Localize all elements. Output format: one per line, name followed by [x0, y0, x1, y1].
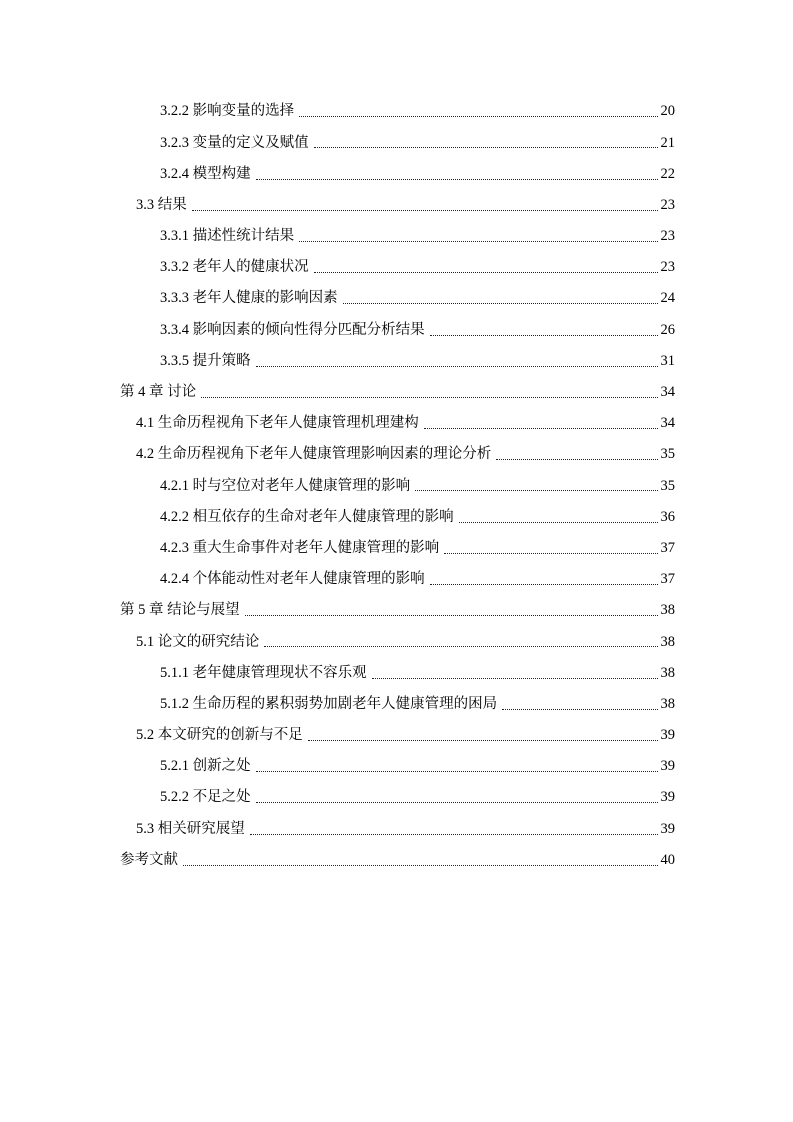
toc-entry[interactable] [0, 190, 793, 221]
toc-entry-title: 3.3 结果 [136, 196, 187, 213]
toc-entry[interactable] [0, 564, 793, 595]
toc-entry-title: 3.3.5 提升策略 [160, 352, 251, 369]
toc-entry-title: 5.2.2 不足之处 [160, 789, 251, 806]
toc-dot-leader [299, 240, 657, 242]
table-of-contents [0, 96, 793, 876]
toc-entry[interactable] [0, 252, 793, 283]
toc-entry-page-number: 24 [660, 290, 675, 307]
toc-entry-title: 3.3.2 老年人的健康状况 [160, 259, 309, 276]
toc-entry-page-number: 34 [660, 384, 675, 401]
toc-dot-leader [183, 864, 658, 866]
toc-dot-leader [299, 115, 657, 117]
toc-dot-leader [192, 209, 658, 211]
toc-entry-title: 3.2.4 模型构建 [160, 165, 251, 182]
toc-entry[interactable] [0, 314, 793, 345]
toc-dot-leader [502, 708, 657, 710]
toc-dot-leader [256, 770, 658, 772]
toc-entry-title: 4.2.2 相互依存的生命对老年人健康管理的影响 [160, 508, 454, 525]
toc-entry-page-number: 38 [660, 633, 675, 650]
toc-entry-title: 第 4 章 讨论 [120, 384, 197, 401]
toc-dot-leader [444, 552, 657, 554]
toc-entry[interactable] [0, 470, 793, 501]
toc-dot-leader [201, 396, 657, 398]
toc-entry-page-number: 37 [660, 539, 675, 556]
toc-entry-page-number: 20 [660, 103, 675, 120]
toc-entry-page-number: 39 [660, 758, 675, 775]
toc-entry[interactable] [0, 657, 793, 688]
toc-entry-page-number: 39 [660, 820, 675, 837]
toc-dot-leader [343, 302, 658, 304]
toc-entry-page-number: 23 [660, 196, 675, 213]
toc-dot-leader [256, 178, 658, 180]
toc-entry[interactable] [0, 501, 793, 532]
toc-entry-title: 5.1 论文的研究结论 [136, 633, 260, 650]
toc-entry[interactable] [0, 283, 793, 314]
toc-dot-leader [245, 614, 658, 616]
toc-entry[interactable] [0, 377, 793, 408]
toc-entry[interactable] [0, 813, 793, 844]
toc-entry[interactable] [0, 408, 793, 439]
toc-entry-title: 3.3.3 老年人健康的影响因素 [160, 290, 338, 307]
toc-entry[interactable] [0, 127, 793, 158]
toc-dot-leader [459, 521, 658, 523]
toc-entry[interactable] [0, 346, 793, 377]
toc-entry-title: 5.2 本文研究的创新与不足 [136, 727, 303, 744]
toc-entry-page-number: 38 [660, 602, 675, 619]
toc-entry-title: 5.2.1 创新之处 [160, 758, 251, 775]
toc-dot-leader [430, 583, 658, 585]
toc-entry[interactable] [0, 626, 793, 657]
toc-dot-leader [496, 458, 657, 460]
toc-entry[interactable] [0, 158, 793, 189]
toc-dot-leader [314, 271, 658, 273]
toc-entry-page-number: 23 [660, 259, 675, 276]
toc-entry-title: 4.1 生命历程视角下老年人健康管理机理建构 [136, 415, 419, 432]
toc-dot-leader [424, 427, 658, 429]
toc-entry-page-number: 37 [660, 571, 675, 588]
toc-dot-leader [256, 801, 658, 803]
toc-entry-title: 4.2.1 时与空位对老年人健康管理的影响 [160, 477, 411, 494]
toc-entry-page-number: 38 [660, 695, 675, 712]
toc-entry-title: 3.2.2 影响变量的选择 [160, 103, 295, 120]
toc-entry-title: 5.1.1 老年健康管理现状不容乐观 [160, 664, 367, 681]
toc-entry[interactable] [0, 221, 793, 252]
toc-dot-leader [314, 146, 658, 148]
toc-entry-title: 4.2 生命历程视角下老年人健康管理影响因素的理论分析 [136, 446, 492, 463]
toc-entry[interactable] [0, 533, 793, 564]
toc-dot-leader [372, 677, 658, 679]
toc-entry[interactable] [0, 439, 793, 470]
toc-entry-page-number: 34 [660, 415, 675, 432]
toc-entry-page-number: 40 [660, 851, 675, 868]
toc-entry[interactable] [0, 845, 793, 876]
toc-entry-title: 5.1.2 生命历程的累积弱势加剧老年人健康管理的困局 [160, 695, 498, 712]
toc-entry-page-number: 23 [660, 228, 675, 245]
toc-entry[interactable] [0, 595, 793, 626]
toc-entry-page-number: 36 [660, 508, 675, 525]
toc-entry[interactable] [0, 720, 793, 751]
toc-dot-leader [308, 739, 658, 741]
toc-entry-page-number: 22 [660, 165, 675, 182]
toc-entry[interactable] [0, 751, 793, 782]
toc-dot-leader [256, 365, 658, 367]
toc-entry-page-number: 35 [660, 446, 675, 463]
toc-entry-page-number: 35 [660, 477, 675, 494]
toc-entry-title: 3.2.3 变量的定义及赋值 [160, 134, 309, 151]
toc-entry-page-number: 39 [660, 727, 675, 744]
toc-entry-page-number: 26 [660, 321, 675, 338]
toc-entry-title: 第 5 章 结论与展望 [120, 602, 240, 619]
toc-entry[interactable] [0, 689, 793, 720]
toc-entry[interactable] [0, 96, 793, 127]
toc-dot-leader [264, 645, 657, 647]
toc-entry-title: 5.3 相关研究展望 [136, 820, 245, 837]
toc-entry-title: 4.2.3 重大生命事件对老年人健康管理的影响 [160, 539, 440, 556]
toc-entry-title: 参考文献 [120, 851, 178, 868]
toc-dot-leader [415, 489, 657, 491]
toc-dot-leader [250, 833, 658, 835]
toc-entry-title: 3.3.4 影响因素的倾向性得分匹配分析结果 [160, 321, 425, 338]
toc-entry-page-number: 21 [660, 134, 675, 151]
toc-entry-page-number: 38 [660, 664, 675, 681]
toc-entry-title: 4.2.4 个体能动性对老年人健康管理的影响 [160, 571, 425, 588]
toc-entry-page-number: 39 [660, 789, 675, 806]
toc-entry-page-number: 31 [660, 352, 675, 369]
toc-entry[interactable] [0, 782, 793, 813]
toc-dot-leader [430, 334, 658, 336]
toc-entry-title: 3.3.1 描述性统计结果 [160, 228, 295, 245]
